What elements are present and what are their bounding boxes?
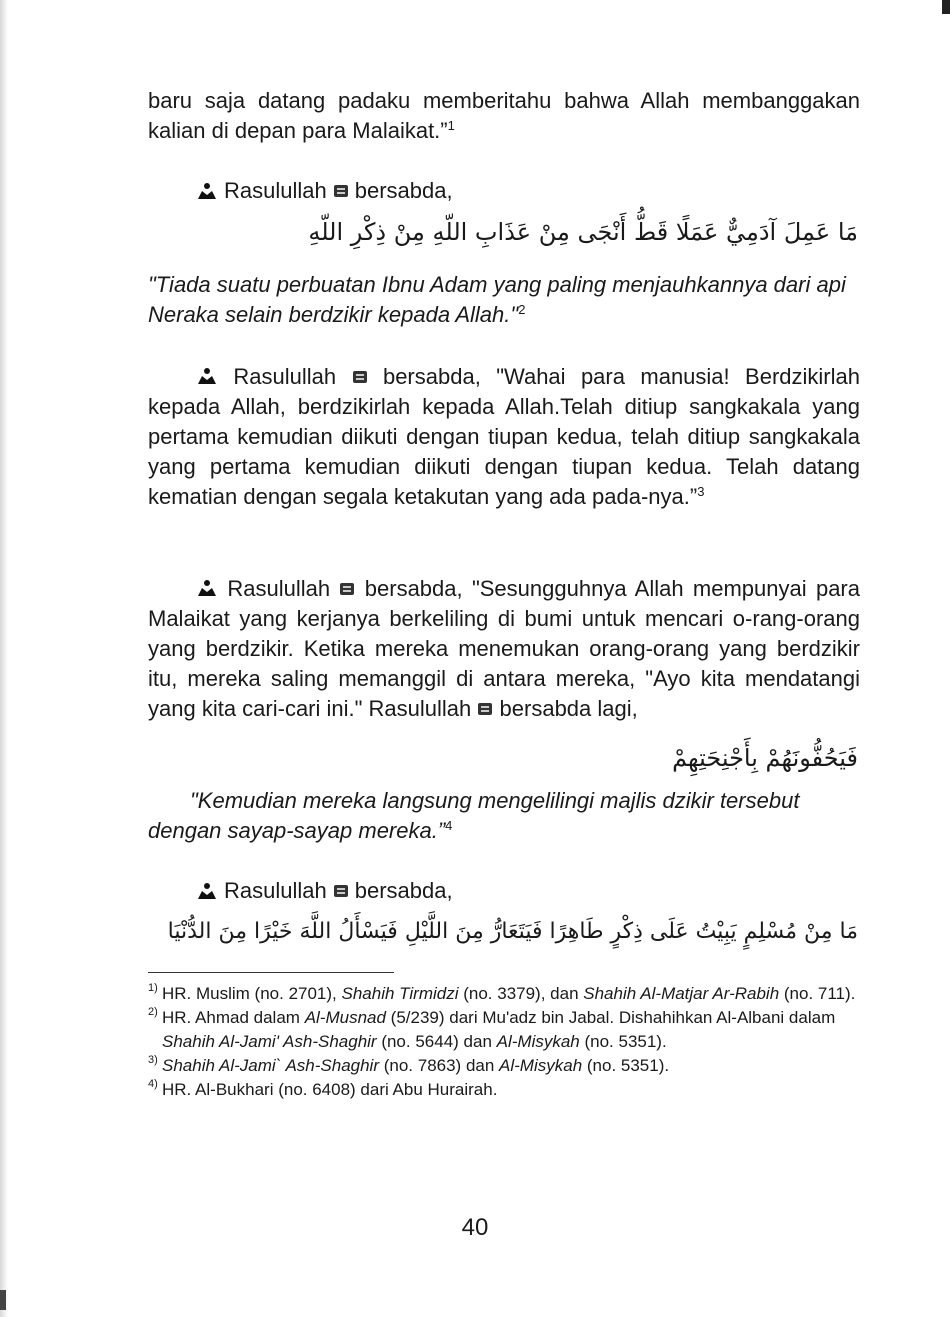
corner-mark: [942, 0, 950, 14]
footnote-number: 3): [148, 1054, 158, 1066]
heading-2-lead: Rasulullah: [224, 878, 327, 903]
hadith-bullet-icon: [196, 578, 218, 598]
paragraph-2-text: bersabda, "Wahai para manusia! Berdzikirlah kepada Allah, berdzikirlah kepada Allah.Telah ditiup sangkakala yang pertama kemudian diikuti dengan tiupan kedua, telah ditiup sangkakala yang pertama kemudian diikuti dengan tiupan kedua. Telah datang kematian dengan segala ketakutan yang ada pada-nya.”: [148, 364, 860, 509]
arabic-text-2: فَيَحُفُّونَهُمْ بِأَجْنِحَتِهِمْ: [672, 744, 858, 772]
paragraph-2-lead: Rasulullah: [233, 364, 337, 389]
paragraph-intro-text: baru saja datang padaku memberitahu bahwa Allah membanggakan kalian di depan para Malaikat.”: [148, 88, 860, 143]
footnote-text: HR. Al-Bukhari (no. 6408) dari Abu Hurairah.: [162, 1080, 498, 1099]
salawat-icon: [477, 701, 493, 717]
footnote-text: Shahih Al-Jami` Ash-Shaghir (no. 7863) dan Al-Misykah (no. 5351).: [162, 1056, 670, 1075]
heading-2-verb: bersabda,: [354, 878, 453, 903]
paragraph-3-lead: Rasulullah: [227, 576, 331, 601]
footnote-ref-2: 2: [518, 302, 526, 317]
heading-1-lead: Rasulullah: [224, 178, 327, 203]
salawat-icon: [333, 883, 349, 899]
footnote-4: [148, 1078, 860, 1102]
translation-2-text: "Kemudian mereka langsung mengelilingi majlis dzikir tersebut dengan sayap-sayap mereka.”: [148, 788, 800, 843]
heading-1-verb: bersabda,: [354, 178, 453, 203]
page-number: 40: [461, 1214, 489, 1241]
paragraph-hadith-3: [148, 574, 860, 724]
footnote-ref-1: 1: [447, 118, 455, 133]
footnote-3: [148, 1054, 860, 1078]
hadith-heading-1: [196, 176, 796, 206]
salawat-icon: [352, 369, 368, 385]
hadith-bullet-icon: [196, 881, 218, 901]
scan-edge-shadow: [0, 0, 8, 1317]
paragraph-3-tail: bersabda lagi,: [499, 696, 638, 721]
footnotes: [148, 982, 860, 1102]
footnote-number: 1): [148, 982, 158, 994]
footnote-2: [148, 1006, 860, 1054]
footnote-text: HR. Muslim (no. 2701), Shahih Tirmidzi (no. 3379), dan Shahih Al-Matjar Ar-Rabih (no. 711).: [162, 984, 856, 1003]
paragraph-hadith-2: [148, 362, 860, 512]
hadith-bullet-icon: [196, 366, 218, 386]
arabic-text-1: مَا عَمِلَ آدَمِيٌّ عَمَلًا قَطُّ أَنْجَى مِنْ عَذَابِ اللّهِ مِنْ ذِكْرِ اللّهِ: [308, 218, 858, 246]
paragraph-intro: [148, 86, 860, 146]
hadith-heading-2: [196, 876, 796, 906]
footnote-ref-3: 3: [697, 484, 705, 499]
arabic-text-3: مَا مِنْ مُسْلِمٍ يَبِيْتُ عَلَى ذِكْرٍ طَاهِرًا فَيَتَعَارُّ مِنَ اللَّيْلِ فَيَسْأَلُ اللَّهَ خَيْرًا مِنَ الدُّنْيَا: [167, 919, 858, 944]
footnote-number: 4): [148, 1078, 158, 1090]
salawat-icon: [339, 581, 355, 597]
paragraph-3-text: bersabda, "Sesungguhnya Allah mempunyai para Malaikat yang kerjanya berkeliling di bumi untuk mencari o-rang-orang yang berdzikir. Ketika mereka menemukan orang-orang yang berdzikir itu, mereka saling memanggil di antara mereka, "Ayo kita mendatangi yang kita cari-cari ini." Rasulullah: [148, 576, 860, 721]
footnote-ref-4: 4: [445, 818, 453, 833]
translation-2: [148, 786, 860, 846]
salawat-icon: [333, 183, 349, 199]
footnote-text: HR. Ahmad dalam Al-Musnad (5/239) dari Mu'adz bin Jabal. Dishahihkan Al-Albani dalam Shahih Al-Jami' Ash-Shaghir (no. 5644) dan Al-Misykah (no. 5351).: [162, 1008, 836, 1051]
footnote-1: [148, 982, 860, 1006]
footnote-divider: [148, 972, 394, 973]
translation-1: [148, 270, 860, 330]
scan-mark: [0, 1290, 6, 1310]
translation-1-text: "Tiada suatu perbuatan Ibnu Adam yang paling menjauhkannya dari api Neraka selain berdzikir kepada Allah.": [148, 272, 846, 327]
footnote-number: 2): [148, 1006, 158, 1018]
hadith-bullet-icon: [196, 181, 218, 201]
